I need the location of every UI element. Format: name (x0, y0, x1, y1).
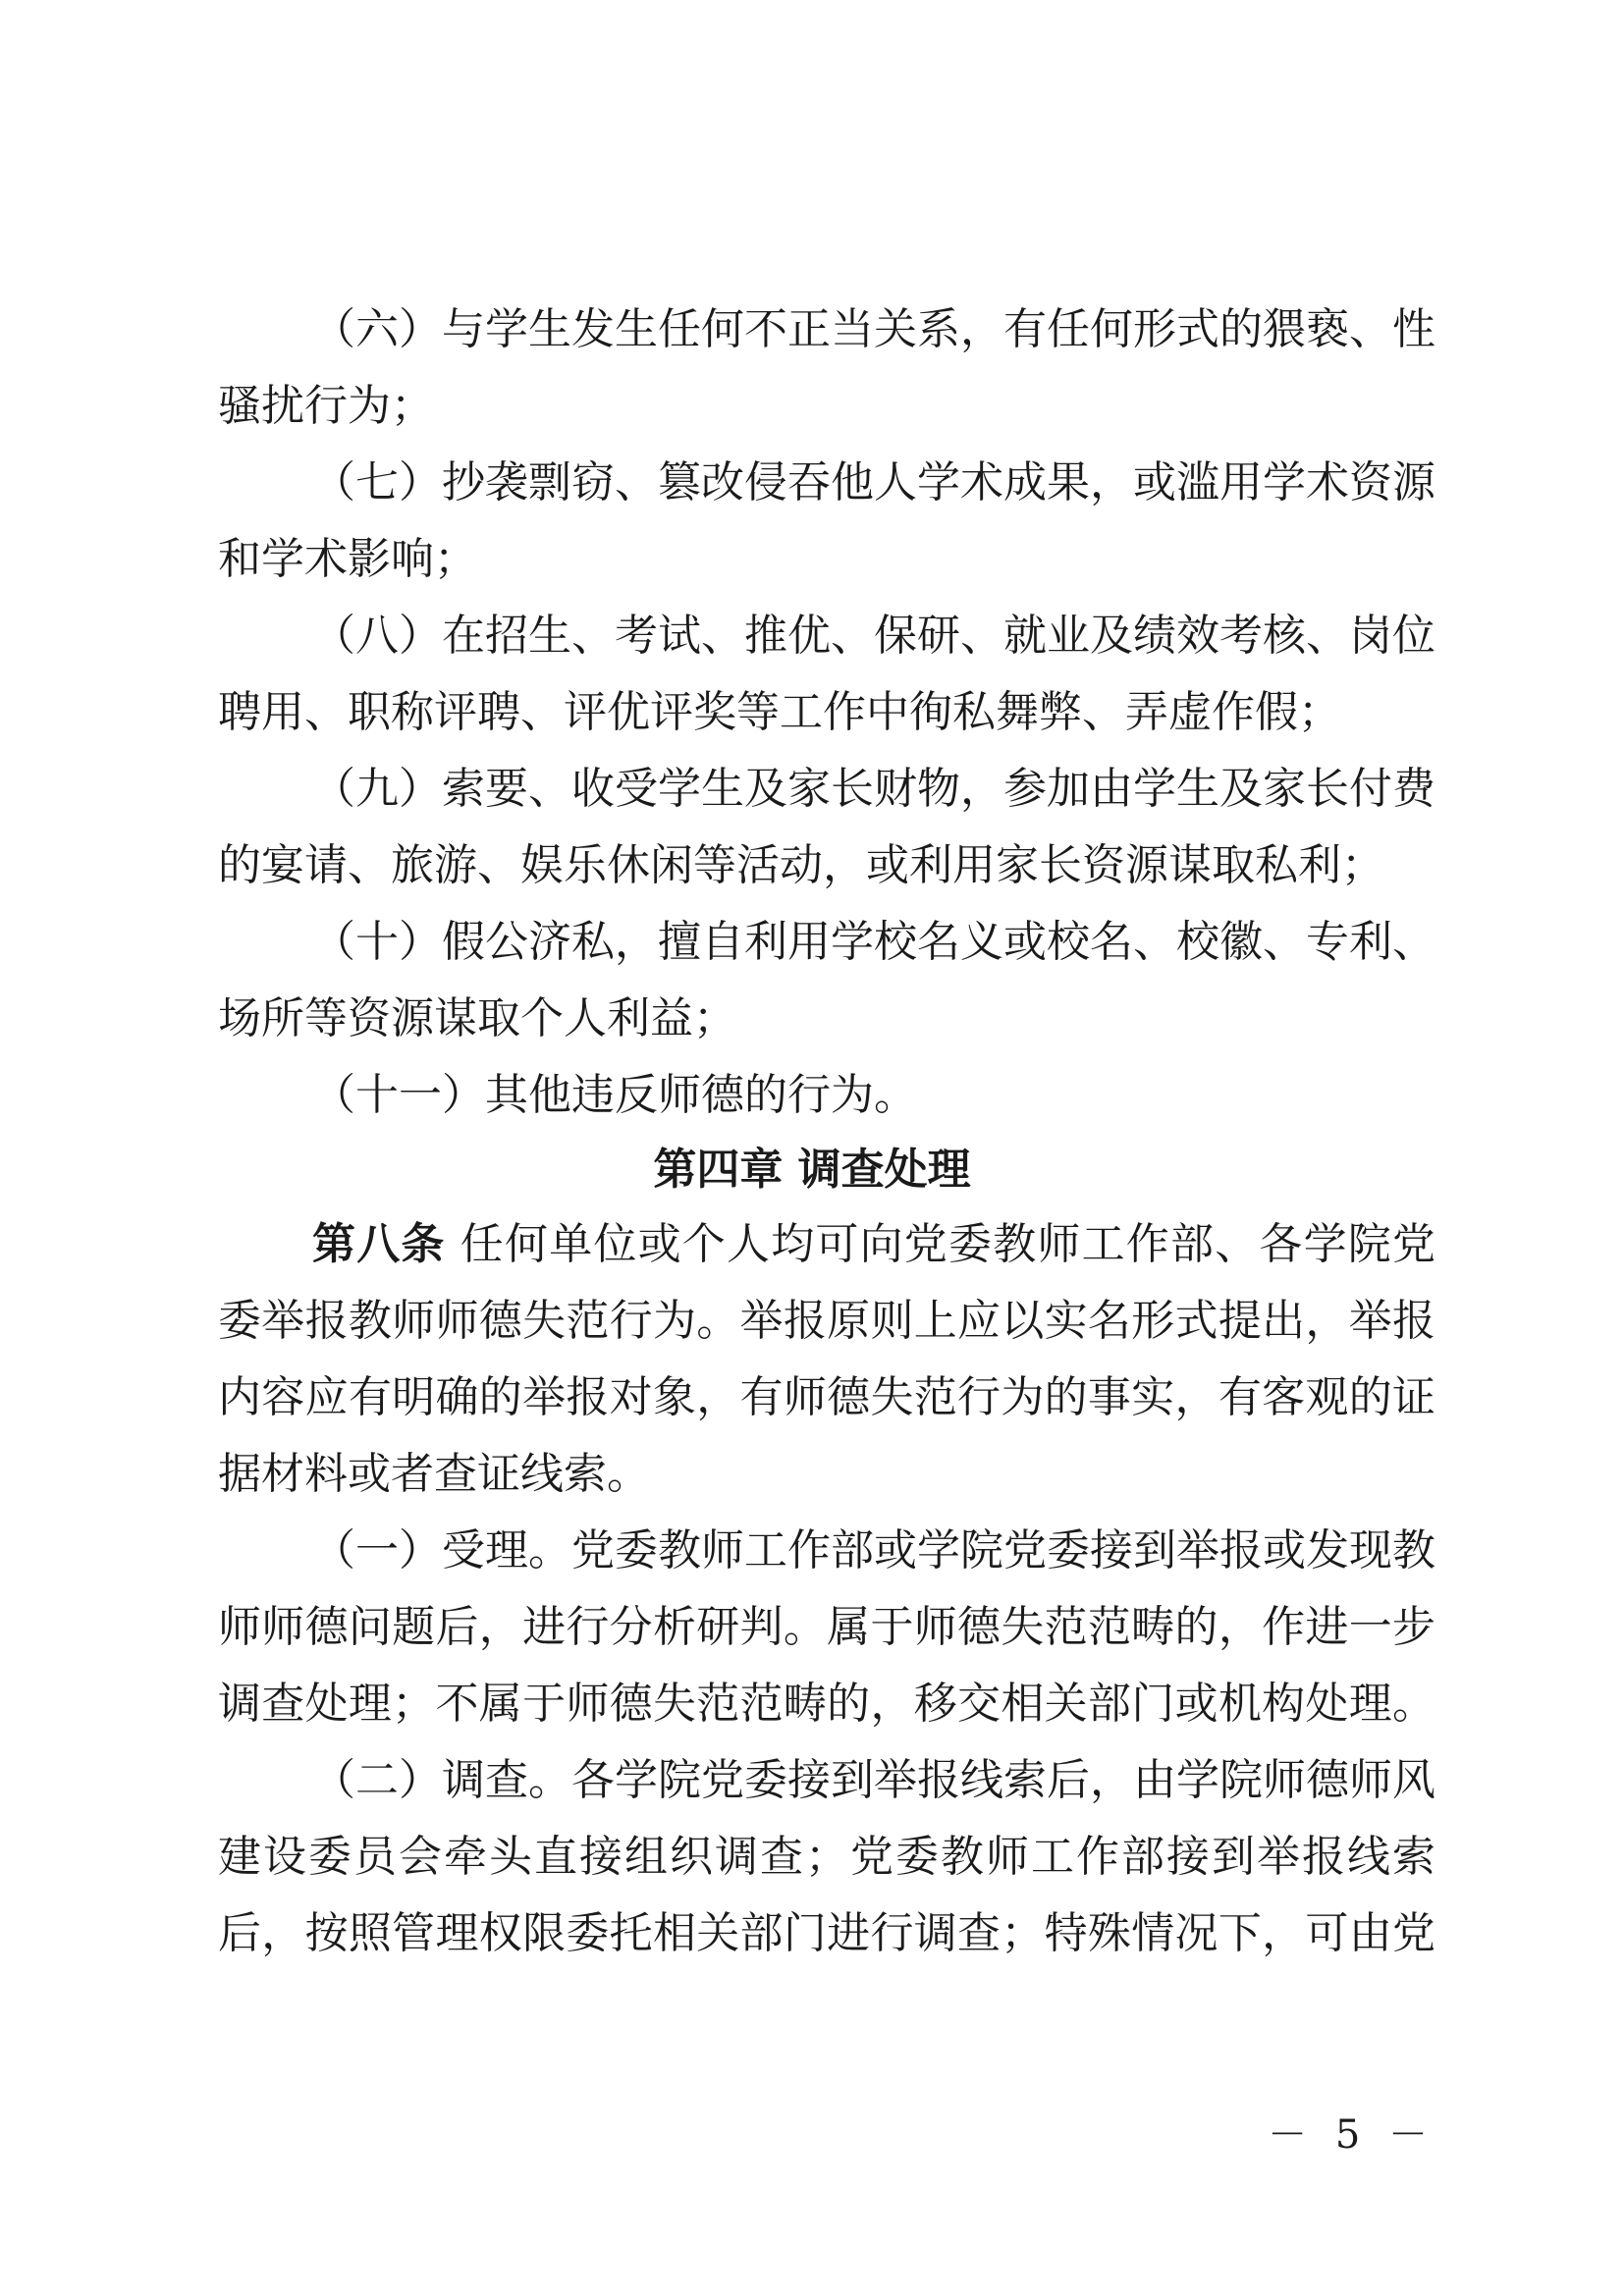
item-9-line-1: （九）索要、收受学生及家长财物，参加由学生及家长付费 (312, 764, 1435, 814)
item-8-line-2: 聘用、职称评聘、评优评奖等工作中徇私舞弊、弄虚作假； (218, 687, 1341, 737)
sub-1-line-3: 调查处理；不属于师德失范范畴的，移交相关部门或机构处理。 (218, 1679, 1435, 1729)
item-8-line-1: （八）在招生、考试、推优、保研、就业及绩效考核、岗位 (312, 611, 1435, 661)
item-6-line-2: 骚扰行为； (218, 381, 434, 431)
page-number: － 5 － (1268, 2112, 1435, 2158)
chapter-heading: 第四章 调查处理 (653, 1145, 971, 1195)
sub-2-line-3: 后，按照管理权限委托相关部门进行调查；特殊情况下，可由党 (218, 1908, 1435, 1958)
sub-2-line-1: （二）调查。各学院党委接到举报线索后，由学院师德师风 (312, 1755, 1435, 1805)
article-8-line-4: 据材料或者查证线索。 (218, 1449, 650, 1499)
article-8-line-3: 内容应有明确的举报对象，有师德失范行为的事实，有客观的证 (218, 1372, 1435, 1422)
item-10-line-2: 场所等资源谋取个人利益； (218, 993, 736, 1043)
item-7-line-2: 和学术影响； (218, 534, 477, 584)
article-8-line-2: 委举报教师师德失范行为。举报原则上应以实名形式提出，举报 (218, 1296, 1435, 1346)
item-6-line-1: （六）与学生发生任何不正当关系，有任何形式的猥亵、性 (312, 304, 1435, 354)
item-9-line-2: 的宴请、旅游、娱乐休闲等活动，或利用家长资源谋取私利； (218, 840, 1384, 890)
sub-1-line-1: （一）受理。党委教师工作部或学院党委接到举报或发现教 (312, 1525, 1435, 1575)
item-11-line-1: （十一）其他违反师德的行为。 (312, 1070, 917, 1120)
sub-2-line-2: 建设委员会牵头直接组织调查；党委教师工作部接到举报线索 (218, 1832, 1435, 1882)
article-8-line-1 (312, 1217, 1435, 1272)
item-10-line-1: （十）假公济私，擅自利用学校名义或校名、校徽、专利、 (312, 917, 1435, 967)
sub-1-line-2: 师师德问题后，进行分析研判。属于师德失范范畴的，作进一步 (218, 1602, 1435, 1652)
article-8-first-line-text: 任何单位或个人均可向党委教师工作部、各学院党 (445, 1219, 1436, 1269)
item-7-line-1: （七）抄袭剽窃、篡改侵吞他人学术成果，或滥用学术资源 (312, 457, 1435, 507)
article-8-label: 第八条 (312, 1219, 446, 1269)
